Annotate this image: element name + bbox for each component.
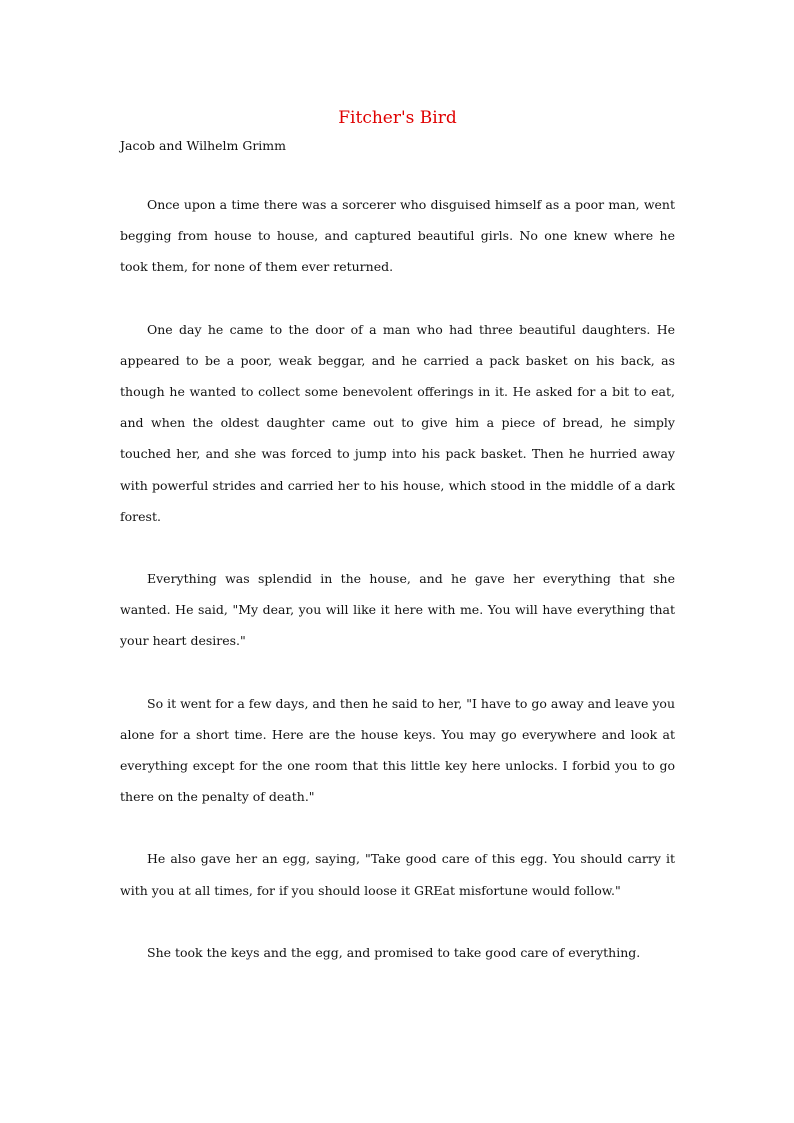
author-line: Jacob and Wilhelm Grimm bbox=[120, 138, 287, 153]
document-body bbox=[120, 104, 675, 968]
paragraph-5: He also gave her an egg, saying, "Take good care of this egg. You should carry it with you at all times, for if you should loose it GREat misfortune would follow." bbox=[120, 851, 675, 898]
story-title: Fitcher's Bird bbox=[338, 108, 457, 128]
paragraph-3: Everything was splendid in the house, and he gave her everything that she wanted. He said, "My dear, you will like it here with me. You will have everything that your heart desires." bbox=[120, 571, 675, 649]
paragraph-4: So it went for a few days, and then he said to her, "I have to go away and leave you alone for a short time. Here are the house keys. You may go everywhere and look at everything except for the one room that this little key here unlocks. I forbid you to go there on the penalty of death." bbox=[120, 695, 675, 805]
paragraph-6: She took the keys and the egg, and promised to take good care of everything. bbox=[147, 944, 641, 960]
paragraph-2: One day he came to the door of a man who had three beautiful daughters. He appeared to be a poor, weak beggar, and he carried a pack basket on his back, as though he wanted to collect some benevolent offerings in it. He asked for a bit to eat, and when the oldest daughter came out to give him a piece of bread, he simply touched her, and she was forced to jump into his pack basket. Then he hurried away with powerful strides and carried her to his house, which stood in the middle of a dark forest. bbox=[120, 321, 675, 524]
paragraph-1: Once upon a time there was a sorcerer who disguised himself as a poor man, went begging from house to house, and captured beautiful girls. No one knew where he took them, for none of them ever returned. bbox=[120, 197, 675, 275]
